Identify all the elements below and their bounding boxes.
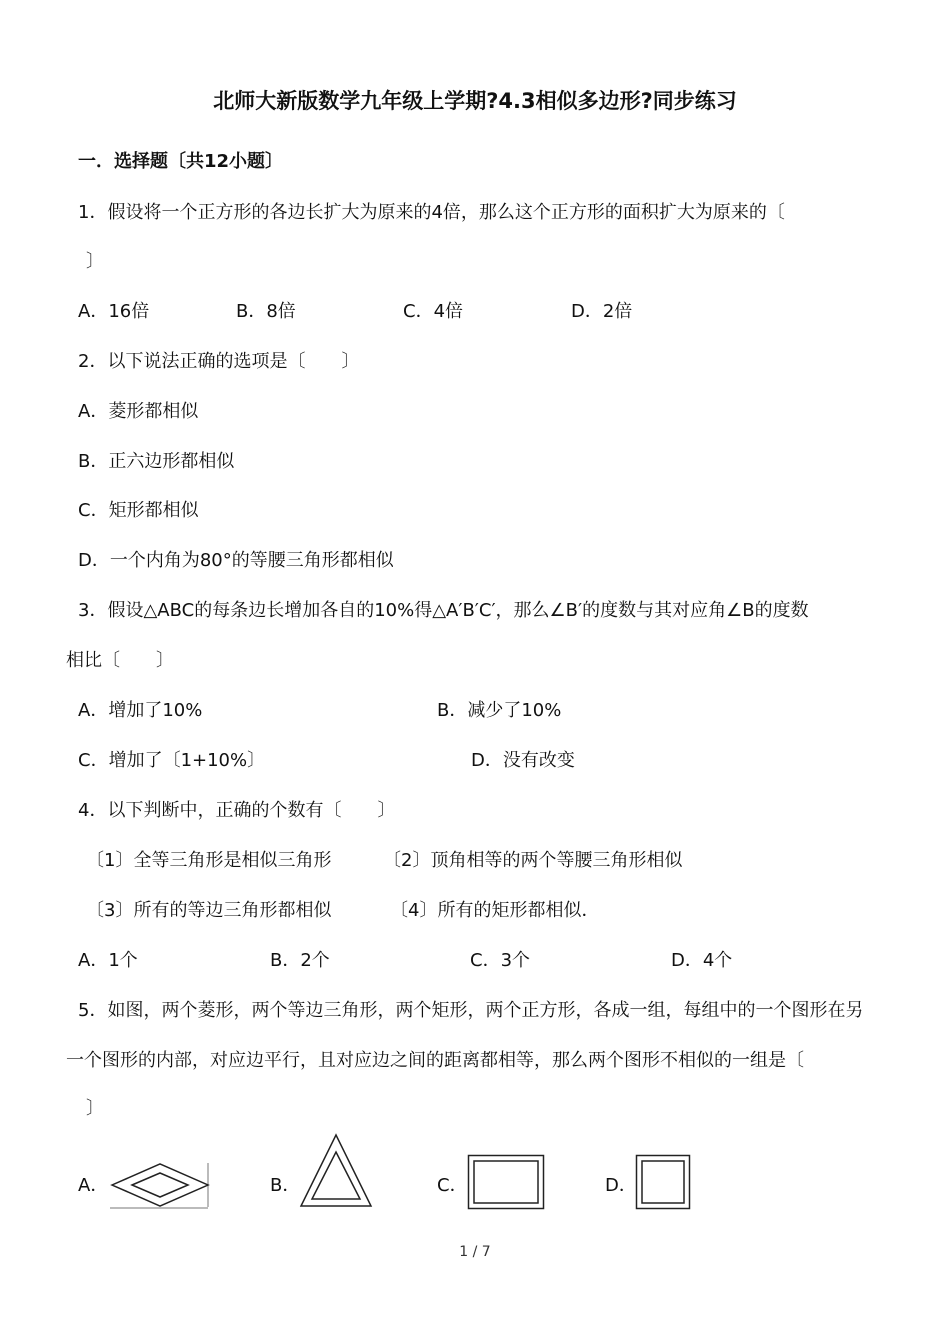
question-3-option-a: A．增加了10% [78,700,203,721]
question-5-option-a: A． [78,1175,109,1196]
question-4-stem: 4．以下判断中，正确的个数有〔 〕 [78,800,396,821]
question-5-stem-line-2: 一个图形的内部，对应边平行，且对应边之间的距离都相等，那么两个图形不相似的一组是〔 [66,1050,804,1071]
question-2-stem: 2．以下说法正确的选项是〔 〕 [78,351,360,372]
question-4-option-a: A．1个 [78,950,138,971]
page-number: 1 / 7 [459,1244,491,1260]
question-1-option-a: A．16倍 [78,301,150,322]
question-4-statement-3: 〔3〕所有的等边三角形都相似 [86,900,332,921]
nested-triangle-figure [298,1132,374,1210]
question-1-stem-line-1: 1．假设将一个正方形的各边长扩大为原来的4倍，那么这个正方形的面积扩大为原来的〔 [78,202,785,223]
question-3-option-d: D．没有改变 [471,750,575,771]
question-3-stem-line-2: 相比〔 〕 [66,650,174,671]
question-2-option-a: A．菱形都相似 [78,401,199,422]
question-1-option-b: B．8倍 [236,301,296,322]
question-4-option-b: B．2个 [270,950,330,971]
question-3-stem-line-1: 3．假设△ABC的每条边长增加各自的10%得△A′B′C′，那么∠B′的度数与其对应角∠B的度数 [78,600,809,621]
nested-rectangle-figure [467,1154,545,1210]
question-3-option-c: C．增加了〔1+10%〕 [78,750,266,771]
section-heading: 一．选择题〔共12小题〕 [78,151,284,172]
question-5-stem-line-3: 〕 [86,1098,104,1119]
question-1-option-d: D．2倍 [571,301,633,322]
question-4-statement-1: 〔1〕全等三角形是相似三角形 [86,850,332,871]
question-2-option-c: C．矩形都相似 [78,500,199,521]
question-4-statement-2: 〔2〕顶角相等的两个等腰三角形相似 [383,850,683,871]
question-5-option-b: B． [270,1175,301,1196]
question-1-stem-line-2: 〕 [86,251,104,272]
question-4-option-c: C．3个 [470,950,531,971]
question-2-option-b: B．正六边形都相似 [78,451,235,472]
question-5-option-c: C． [437,1175,468,1196]
question-3-option-b: B．减少了10% [437,700,562,721]
question-5-option-d: D． [605,1175,637,1196]
question-1-option-c: C．4倍 [403,301,464,322]
question-4-option-d: D．4个 [671,950,733,971]
nested-rhombus-figure [108,1160,210,1210]
question-4-statement-4: 〔4〕所有的矩形都相似． [390,900,600,921]
question-5-stem-line-1: 5．如图，两个菱形，两个等边三角形，两个矩形，两个正方形，各成一组，每组中的一个图形在另 [78,1000,864,1021]
document-title: 北师大新版数学九年级上学期?4.3相似多边形?同步练习 [213,89,737,113]
nested-square-figure [635,1154,691,1210]
question-2-option-d: D．一个内角为80°的等腰三角形都相似 [78,550,394,571]
